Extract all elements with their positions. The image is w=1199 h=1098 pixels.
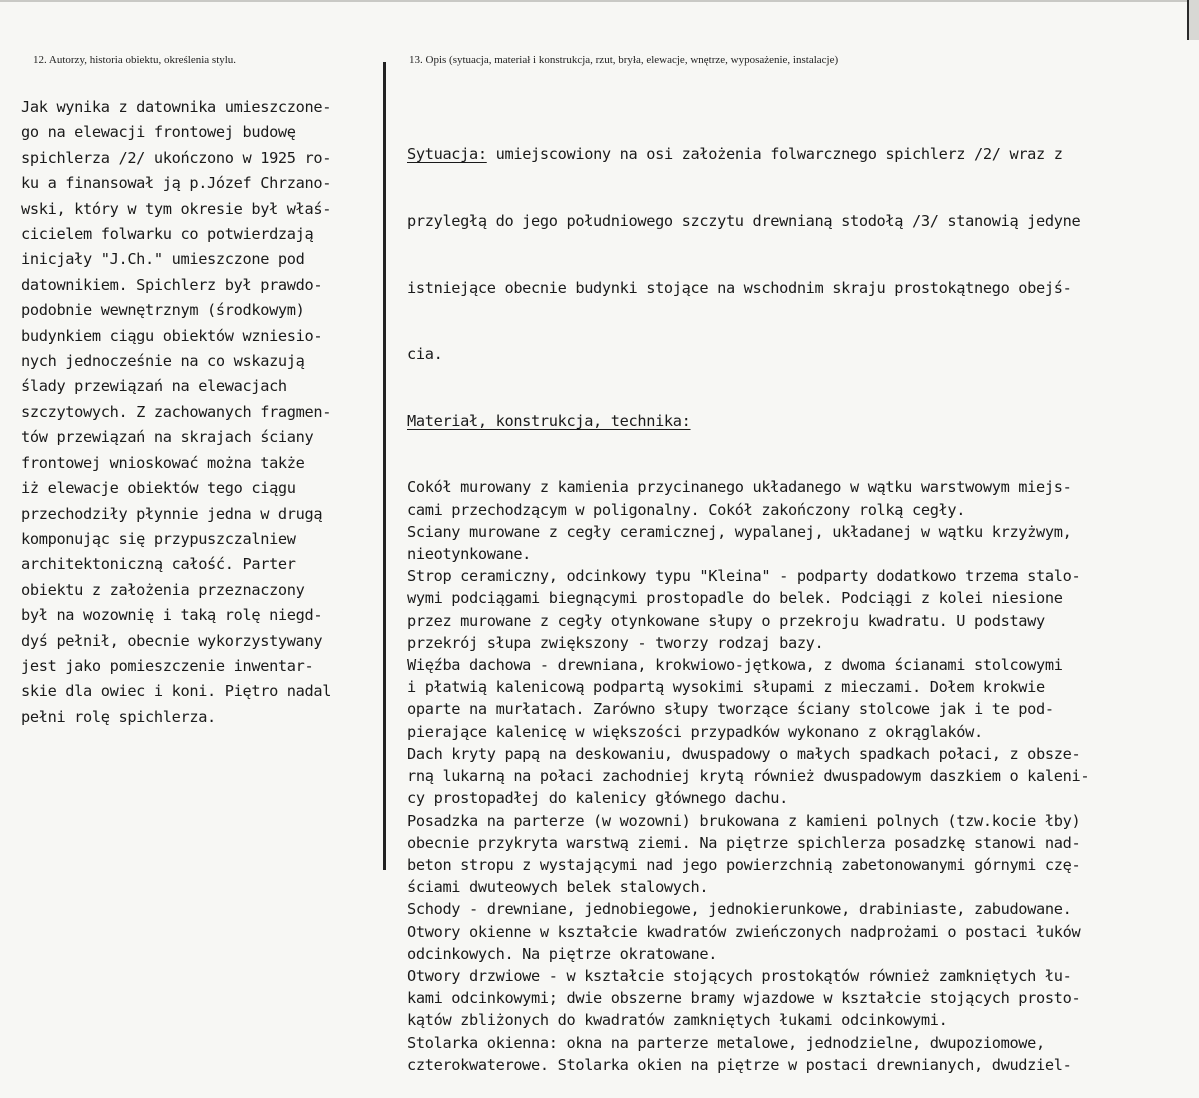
page-top-edge [0, 0, 1199, 2]
text-line: architektoniczną całość. Parter [21, 555, 296, 574]
text-line: jest jako pomieszczenie inwentar- [21, 656, 314, 675]
text-line: kami odcinkowymi; dwie obszerne bramy wjazdowe w kształcie stojących prosto- [407, 989, 1081, 1008]
description-text [407, 99, 1089, 1098]
text-line: nych jednocześnie na co wskazują [21, 352, 305, 371]
text-line: ku a finansował ją p.Józef Chrzano- [21, 174, 332, 193]
text-line: wski, który w tym okresie był właś- [21, 199, 332, 218]
text-line: szczytowych. Z zachowanych fragmen- [21, 402, 332, 421]
text-line: przez murowane z cegły otynkowane słupy o przekroju kwadratu. U podstawy [407, 611, 1045, 630]
text-line: przekrój słupa zwiększony - tworzy rodzaj bazy. [407, 633, 824, 652]
text-line: cia. [407, 345, 443, 364]
text-line: i płatwią kalenicową podpartą wysokimi słupami z mieczami. Dołem krokwie [407, 678, 1045, 697]
text-line: tów przewiązań na skrajach ściany [21, 428, 314, 447]
text-line: ściami dwuteowych belek stalowych. [407, 878, 709, 897]
text-line: ślady przewiązań na elewacjach [21, 377, 287, 396]
text-line: podobnie wewnętrznym (środkowym) [21, 301, 305, 320]
text-line: był na wozownię i taką rolę niegd- [21, 606, 323, 625]
text-line: spichlerza /2/ ukończono w 1925 ro- [21, 148, 332, 167]
section-13-heading: 13. Opis (sytuacja, materiał i konstrukcja, rzut, bryła, elewacje, wnętrze, wyposażenie, instalacje) [409, 54, 839, 66]
text-line: cami przechodzącym w poligonalny. Cokół zakończony rolką cegły. [407, 500, 966, 519]
text-line: Posadzka na parterze (w wozowni) brukowana z kamieni polnych (tzw.kocie łby) [407, 811, 1081, 830]
section-12-heading: 12. Autorzy, historia obiektu, określenia stylu. [33, 54, 237, 66]
text-line: czterokwaterowe. Stolarka okien na piętrze w postaci drewnianych, dwudziel- [407, 1055, 1072, 1074]
text-line: Otwory drzwiowe - w kształcie stojących prostokątów również zamkniętych łu- [407, 966, 1072, 985]
text-line: Cokół murowany z kamienia przycinanego układanego w wątku warstwowym miejs- [407, 478, 1072, 497]
text-line: cy prostopadłej do kalenicy głównego dachu. [407, 789, 788, 808]
text-line: odcinkowych. Na piętrze okratowane. [407, 944, 718, 963]
text-line: wymi podciągami biegnącymi prostopadle do belek. Podciągi z kolei niesione [407, 589, 1063, 608]
text-line: Otwory okienne w kształcie kwadratów zwieńczonych nadprożami o postaci łuków [407, 922, 1081, 941]
sytuacja-label: Sytuacja: [407, 145, 487, 164]
text-line: obecnie przykryta warstwą ziemi. Na piętrze spichlerza posadzkę stanowi nad- [407, 833, 1081, 852]
text-line: budynkiem ciągu obiektów wzniesio- [21, 326, 323, 345]
text-line: komponując się przypuszczalniew [21, 529, 296, 548]
material-text [407, 476, 1089, 1075]
text-line: dyś pełnił, obecnie wykorzystywany [21, 631, 323, 650]
column-divider [383, 62, 386, 870]
text-line: istniejące obecnie budynki stojące na wschodnim skraju prostokątnego obejś- [407, 278, 1072, 297]
page-corner-mark [1187, 0, 1199, 40]
text-line: Jak wynika z datownika umieszczone- [21, 98, 332, 116]
text-line: przyległą do jego południowego szczytu drewnianą stodołą /3/ stanowią jedyne [407, 212, 1081, 231]
text-line: Więźba dachowa - drewniana, krokwiowo-jętkowa, z dwoma ścianami stolcowymi [407, 656, 1063, 675]
text-line: datownikiem. Spichlerz był prawdo- [21, 275, 323, 294]
material-label: Materiał, konstrukcja, technika: [407, 411, 691, 430]
text-line: Dach kryty papą na deskowaniu, dwuspadowy o małych spadkach połaci, z obsze- [407, 744, 1081, 763]
text-line: rną lukarną na połaci zachodniej krytą również dwuspadowym daszkiem o kaleni- [407, 767, 1090, 786]
text-line: kątów zbliżonych do kwadratów zamkniętych łukami odcinkowymi. [407, 1011, 948, 1030]
text-line: Schody - drewniane, jednobiegowe, jednokierunkowe, drabiniaste, zabudowane. [407, 900, 1072, 919]
sytuacja-line [407, 143, 1089, 165]
text-line: go na elewacji frontowej budowę [21, 123, 296, 142]
material-line [407, 410, 1089, 432]
text-line: inicjały "J.Ch." umieszczone pod [21, 250, 305, 269]
text-line: Strop ceramiczny, odcinkowy typu "Kleina" - podparty dodatkowo trzema stalo- [407, 567, 1081, 586]
text-line: Stolarka okienna: okna na parterze metalowe, jednodzielne, dwupoziomowe, [407, 1033, 1045, 1052]
text-line: obiektu z założenia przeznaczony [21, 580, 305, 599]
text-line: pierające kalenicę w większości przypadków wykonano z okrąglaków. [407, 722, 983, 741]
text-line: przechodziły płynnie jedna w drugą [21, 504, 323, 523]
history-text [21, 95, 331, 730]
sytuacja-text: umiejscowiony na osi założenia folwarcznego spichlerz /2/ wraz z [486, 145, 1063, 164]
text-line: iż elewacje obiektów tego ciągu [21, 479, 296, 498]
text-line: frontowej wnioskować można także [21, 453, 305, 472]
text-line: cicielem folwarku co potwierdzają [21, 225, 314, 244]
text-line: skie dla owiec i koni. Piętro nadal [21, 682, 332, 701]
text-line: oparte na murłatach. Zarówno słupy tworzące ściany stolcowe jak i te pod- [407, 700, 1054, 719]
text-line: Sciany murowane z cegły ceramicznej, wypalanej, układanej w wątku krzyżwym, [407, 522, 1072, 541]
text-line: nieotynkowane. [407, 545, 532, 564]
text-line: beton stropu z wystającymi nad jego powierzchnią zabetonowanymi górnymi czę- [407, 855, 1081, 874]
text-line: pełni rolę spichlerza. [21, 707, 216, 726]
